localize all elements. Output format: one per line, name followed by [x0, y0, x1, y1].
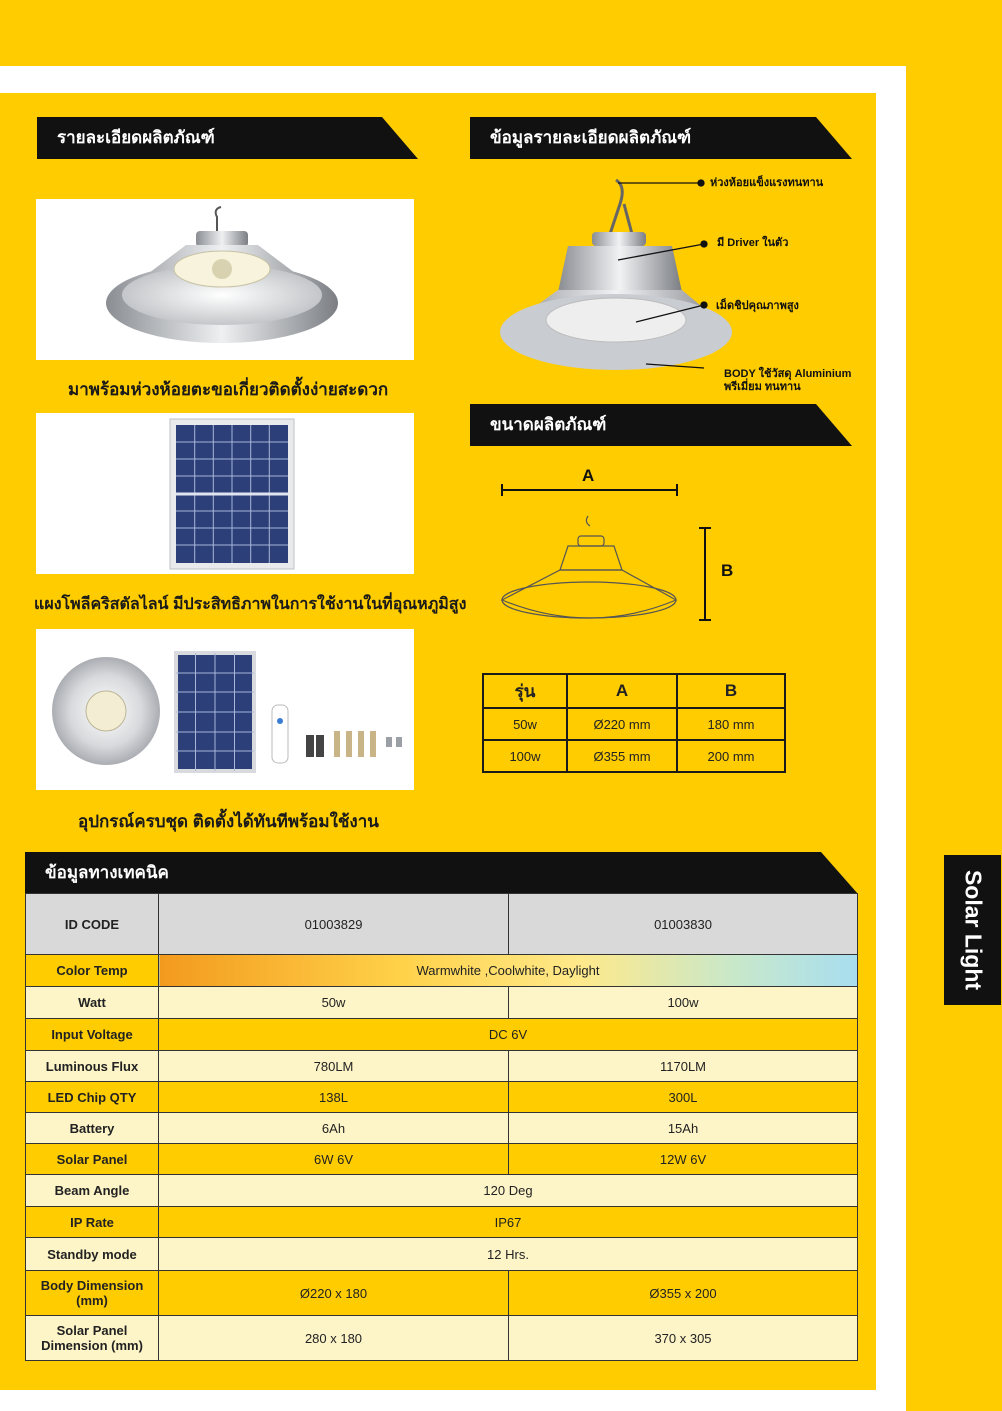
- header-model: รุ่น: [483, 674, 567, 708]
- section-header-product-info: [470, 117, 852, 159]
- cell: 780LM: [159, 1051, 509, 1082]
- row-label-line1: Body Dimension: [40, 1278, 144, 1293]
- table-row-standby: [26, 1238, 858, 1271]
- row-label: Input Voltage: [26, 1019, 159, 1051]
- caption-kit: อุปกรณ์ครบชุด ติดตั้งได้ทันทีพร้อมใช้งาน: [78, 812, 379, 831]
- row-label: Color Temp: [26, 955, 159, 987]
- cell: 12W 6V: [509, 1144, 858, 1175]
- row-label: Luminous Flux: [26, 1051, 159, 1082]
- cell: IP67: [159, 1207, 858, 1238]
- caption-hook: มาพร้อมห่วงห้อยตะขอเกี่ยวติดตั้งง่ายสะดวก: [68, 380, 389, 399]
- row-label-line2: (mm): [76, 1293, 108, 1308]
- cell: 138L: [159, 1082, 509, 1113]
- cell: 01003830: [509, 894, 858, 955]
- side-tag-label: Solar Light: [960, 869, 986, 991]
- solar-panel-photo: [36, 413, 414, 574]
- lamp-photo: [36, 199, 414, 360]
- section-header-product-details: [37, 117, 418, 159]
- row-label: [26, 1316, 159, 1361]
- tech-spec-table: [25, 893, 858, 1361]
- cell: Ø355 mm: [567, 740, 677, 772]
- callout-hook: ห่วงห้อยแข็งแรงทนทาน: [710, 177, 824, 189]
- cell: 370 x 305: [509, 1316, 858, 1361]
- section-title: รายละเอียดผลิตภัณฑ์: [57, 128, 215, 147]
- dimension-table: [482, 673, 786, 773]
- row-label-line2: Dimension (mm): [41, 1338, 143, 1353]
- table-row-solar-panel: [26, 1144, 858, 1175]
- cell: 1170LM: [509, 1051, 858, 1082]
- row-label: Beam Angle: [26, 1175, 159, 1207]
- cell: 120 Deg: [159, 1175, 858, 1207]
- row-label: Standby mode: [26, 1238, 159, 1271]
- cell: 12 Hrs.: [159, 1238, 858, 1271]
- side-tag: [944, 855, 1001, 1005]
- cell: 15Ah: [509, 1113, 858, 1144]
- table-row-watt: [26, 987, 858, 1019]
- row-label: Battery: [26, 1113, 159, 1144]
- table-row-input-voltage: [26, 1019, 858, 1051]
- cell: 100w: [483, 740, 567, 772]
- section-title: ข้อมูลทางเทคนิค: [45, 863, 169, 882]
- cell: 50w: [483, 708, 567, 740]
- table-row-luminous-flux: [26, 1051, 858, 1082]
- table-row-color-temp: [26, 955, 858, 987]
- table-row-ip-rate: [26, 1207, 858, 1238]
- callout-body-line2: พรีเมี่ยม ทนทาน: [724, 381, 801, 393]
- callout-body: [724, 368, 851, 394]
- row-label: [26, 1271, 159, 1316]
- table-row-led-chip: [26, 1082, 858, 1113]
- callout-chip: เม็ดชิปคุณภาพสูง: [716, 300, 799, 312]
- callout-driver: มี Driver ในตัว: [717, 237, 789, 249]
- section-header-technical: [25, 852, 858, 894]
- cell: 100w: [509, 987, 858, 1019]
- header-b: B: [677, 674, 785, 708]
- header-a: A: [567, 674, 677, 708]
- callout-body-line1: BODY ใช้วัสดุ Aluminium: [724, 368, 852, 380]
- cell: Ø220 x 180: [159, 1271, 509, 1316]
- dimension-a-label: A: [582, 466, 595, 485]
- row-label: ID CODE: [26, 894, 159, 955]
- cell: DC 6V: [159, 1019, 858, 1051]
- cell: Warmwhite ,Coolwhite, Daylight: [159, 955, 858, 987]
- cell: 300L: [509, 1082, 858, 1113]
- kit-photo: [36, 629, 414, 790]
- table-row-beam-angle: [26, 1175, 858, 1207]
- table-row-panel-dimension: [26, 1316, 858, 1361]
- dimension-b-label: B: [721, 561, 734, 580]
- table-row: [483, 740, 785, 772]
- row-label: LED Chip QTY: [26, 1082, 159, 1113]
- cell: 200 mm: [677, 740, 785, 772]
- table-row-body-dimension: [26, 1271, 858, 1316]
- caption-panel: แผงโพลีคริสตัลไลน์ มีประสิทธิภาพในการใช้งานในที่อุณหภูมิสูง: [34, 596, 467, 613]
- cell: 280 x 180: [159, 1316, 509, 1361]
- section-header-product-size: [470, 404, 852, 446]
- dimension-diagram: [490, 460, 750, 630]
- cell: 50w: [159, 987, 509, 1019]
- lamp-diagram: [496, 172, 856, 394]
- row-label: Solar Panel: [26, 1144, 159, 1175]
- cell: 6W 6V: [159, 1144, 509, 1175]
- table-row-id-code: [26, 894, 858, 955]
- row-label-line1: Solar Panel: [56, 1323, 128, 1338]
- dimension-table-header: [483, 674, 785, 708]
- cell: Ø220 mm: [567, 708, 677, 740]
- row-label: Watt: [26, 987, 159, 1019]
- row-label: IP Rate: [26, 1207, 159, 1238]
- cell: 01003829: [159, 894, 509, 955]
- cell: 180 mm: [677, 708, 785, 740]
- section-title: ขนาดผลิตภัณฑ์: [490, 415, 607, 434]
- cell: 6Ah: [159, 1113, 509, 1144]
- table-row: [483, 708, 785, 740]
- cell: Ø355 x 200: [509, 1271, 858, 1316]
- section-title: ข้อมูลรายละเอียดผลิตภัณฑ์: [490, 128, 692, 147]
- table-row-battery: [26, 1113, 858, 1144]
